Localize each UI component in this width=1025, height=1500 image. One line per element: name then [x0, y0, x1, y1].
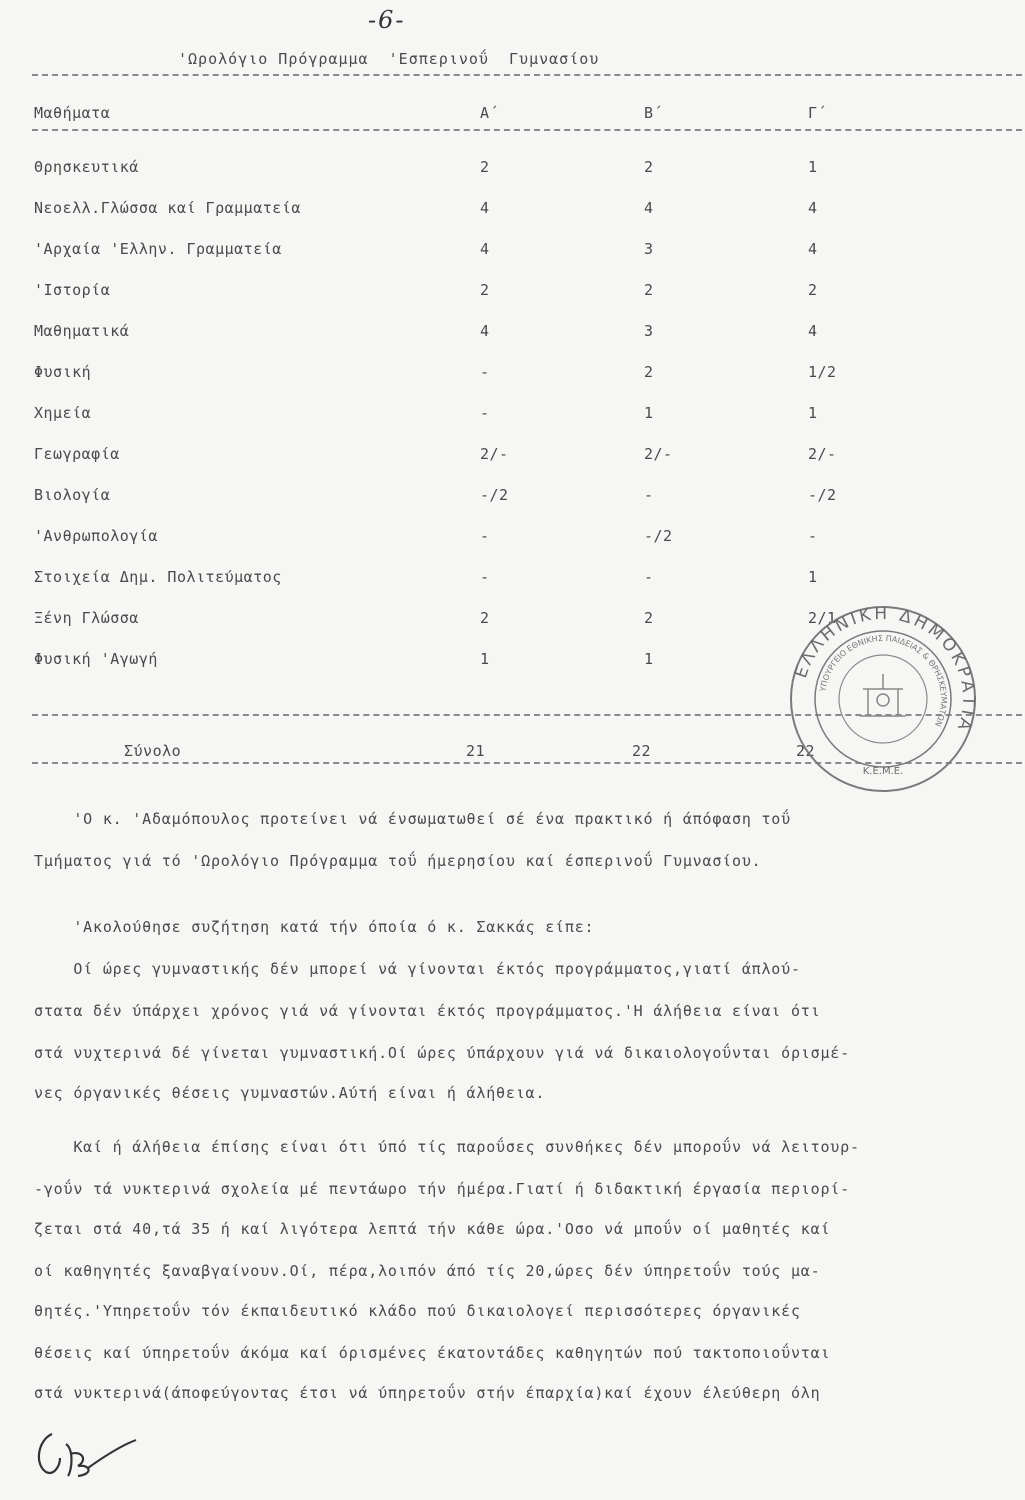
- row-subject: Φυσική 'Αγωγή: [34, 650, 158, 668]
- total-grade-c: 22: [796, 742, 816, 760]
- row-grade-c: -/2: [808, 486, 837, 504]
- row-grade-b: 2/-: [644, 445, 673, 463]
- stamp-bottom-text: Κ.Ε.Μ.Ε.: [862, 766, 904, 777]
- text-line: -γοΰν τά νυκτερινά σχολεία μέ πεντάωρο τήν ήμέρα.Γιατί ή διδακτική έργασία περιορί-: [34, 1180, 850, 1198]
- text-line: 'Ακολούθησε συζήτηση κατά τήν όποία ό κ. Σακκάς είπε:: [34, 918, 595, 936]
- text-line: στά νυκτερινά(άποφεύγοντας έτσι νά ύπηρετοΰν στήν έπαρχία)καί έχουν έλεύθερη όλη: [34, 1384, 821, 1402]
- total-grade-b: 22: [632, 742, 652, 760]
- text-line: 'Ο κ. 'Αδαμόπουλος προτείνει νά ένσωματωθεί σέ ένα πρακτικό ή άπόφαση τοΰ: [34, 810, 791, 828]
- row-subject: 'Αρχαία 'Ελλην. Γραμματεία: [34, 240, 282, 258]
- stamp-inner-text: ΥΠΟΥΡΓΕΙΟ ΕΘΝΙΚΗΣ ΠΑΙΔΕΙΑΣ & ΘΡΗΣΚΕΥΜΑΤΩΝ: [818, 633, 949, 728]
- row-grade-c: 4: [808, 322, 818, 340]
- text-line: Καί ή άλήθεια έπίσης είναι ότι ύπό τίς παροΰσες συνθήκες δέν μποροΰν νά λειτουρ-: [34, 1138, 860, 1156]
- row-grade-c: 2/-: [808, 445, 837, 463]
- row-grade-b: 2: [644, 363, 654, 381]
- row-grade-b: 2: [644, 609, 654, 627]
- row-grade-b: 3: [644, 322, 654, 340]
- total-label: Σύνολο: [124, 742, 182, 760]
- row-grade-b: 1: [644, 650, 654, 668]
- row-subject: Θρησκευτικά: [34, 158, 139, 176]
- row-subject: Νεοελλ.Γλώσσα καί Γραμματεία: [34, 199, 301, 217]
- row-subject: Γεωγραφία: [34, 445, 120, 463]
- text-line: ζεται στά 40,τά 35 ή καί λιγότερα λεπτά τήν κάθε ώρα.'Οσο νά μποΰν οί μαθητές καί: [34, 1220, 831, 1238]
- row-grade-c: -: [808, 527, 818, 545]
- text-line: θέσεις καί ύπηρετοΰν άκόμα καί όρισμένες έκατοντάδες καθηγητών πού τακτοποιοΰνται: [34, 1344, 831, 1362]
- rule-header: [32, 129, 1022, 131]
- text-line: οί καθηγητές ξαναβγαίνουν.Οί, πέρα,λοιπόν άπό τίς 20,ώρες δέν ύπηρετοΰν τούς μα-: [34, 1262, 821, 1280]
- document-title: 'Ωρολόγιο Πρόγραμμα 'Εσπερινοΰ Γυμνασίου: [178, 50, 600, 68]
- text-line: θητές.'Υπηρετοΰν τόν έκπαιδευτικό κλάδο πού δικαιολογεί περισσότερες όργανικές: [34, 1302, 801, 1320]
- row-grade-a: -: [480, 404, 490, 422]
- row-subject: Στοιχεία Δημ. Πολιτεύματος: [34, 568, 282, 586]
- row-subject: Βιολογία: [34, 486, 111, 504]
- header-grade-a: Α΄: [480, 104, 500, 122]
- row-grade-c: 2: [808, 281, 818, 299]
- text-line: Τμήματος γιά τό 'Ωρολόγιο Πρόγραμμα τοΰ ήμερησίου καί έσπερινοΰ Γυμνασίου.: [34, 852, 762, 870]
- row-grade-a: -: [480, 363, 490, 381]
- row-grade-c: 1: [808, 158, 818, 176]
- row-grade-a: -: [480, 527, 490, 545]
- row-subject: Φυσική: [34, 363, 92, 381]
- row-grade-c: 2/1: [808, 609, 837, 627]
- row-grade-b: -: [644, 568, 654, 586]
- row-grade-a: -: [480, 568, 490, 586]
- row-grade-c: 4: [808, 240, 818, 258]
- row-grade-a: 2: [480, 281, 490, 299]
- header-grade-c: Γ΄: [808, 104, 828, 122]
- row-grade-b: 2: [644, 281, 654, 299]
- header-subjects: Μαθήματα: [34, 104, 111, 122]
- row-grade-a: 4: [480, 199, 490, 217]
- official-stamp: [788, 604, 978, 794]
- row-subject: Ξένη Γλώσσα: [34, 609, 139, 627]
- row-grade-b: -/2: [644, 527, 673, 545]
- text-line: Οί ώρες γυμναστικής δέν μπορεί νά γίνονται έκτός προγράμματος,γιατί άπλού-: [34, 960, 801, 978]
- text-line: στατα δέν ύπάρχει χρόνος γιά νά γίνονται έκτός προγράμματος.'Η άλήθεια είναι ότι: [34, 1002, 821, 1020]
- row-grade-b: 2: [644, 158, 654, 176]
- row-grade-a: 4: [480, 240, 490, 258]
- row-subject: Μαθηματικά: [34, 322, 130, 340]
- row-grade-c: 1/2: [808, 363, 837, 381]
- row-grade-c: 1: [808, 568, 818, 586]
- row-grade-a: -/2: [480, 486, 509, 504]
- row-grade-c: 1: [808, 404, 818, 422]
- row-grade-b: -: [644, 486, 654, 504]
- row-grade-c: 4: [808, 199, 818, 217]
- row-subject: 'Ανθρωπολογία: [34, 527, 158, 545]
- row-grade-a: 1: [480, 650, 490, 668]
- header-grade-b: Β΄: [644, 104, 664, 122]
- row-grade-b: 4: [644, 199, 654, 217]
- rule-top: [32, 74, 1022, 76]
- row-grade-b: 3: [644, 240, 654, 258]
- row-subject: Χημεία: [34, 404, 92, 422]
- stamp-outer-text: ΕΛΛΗΝΙΚΗ ΔΗΜΟΚΡΑΤΙΑ: [791, 604, 978, 736]
- row-grade-b: 1: [644, 404, 654, 422]
- text-line: στά νυχτερινά δέ γίνεται γυμναστική.Οί ώρες ύπάρχουν γιά νά δικαιολογοΰνται όρισμέ-: [34, 1044, 850, 1062]
- row-subject: 'Ιστορία: [34, 281, 111, 299]
- row-grade-a: 2/-: [480, 445, 509, 463]
- row-grade-a: 2: [480, 158, 490, 176]
- total-grade-a: 21: [466, 742, 486, 760]
- row-grade-a: 4: [480, 322, 490, 340]
- handwritten-signature: [30, 1420, 140, 1480]
- page-number: -6-: [368, 6, 406, 34]
- row-grade-a: 2: [480, 609, 490, 627]
- text-line: νες όργανικές θέσεις γυμναστών.Αύτή είναι ή άλήθεια.: [34, 1084, 546, 1102]
- stamp-emblem-icon: [860, 674, 906, 716]
